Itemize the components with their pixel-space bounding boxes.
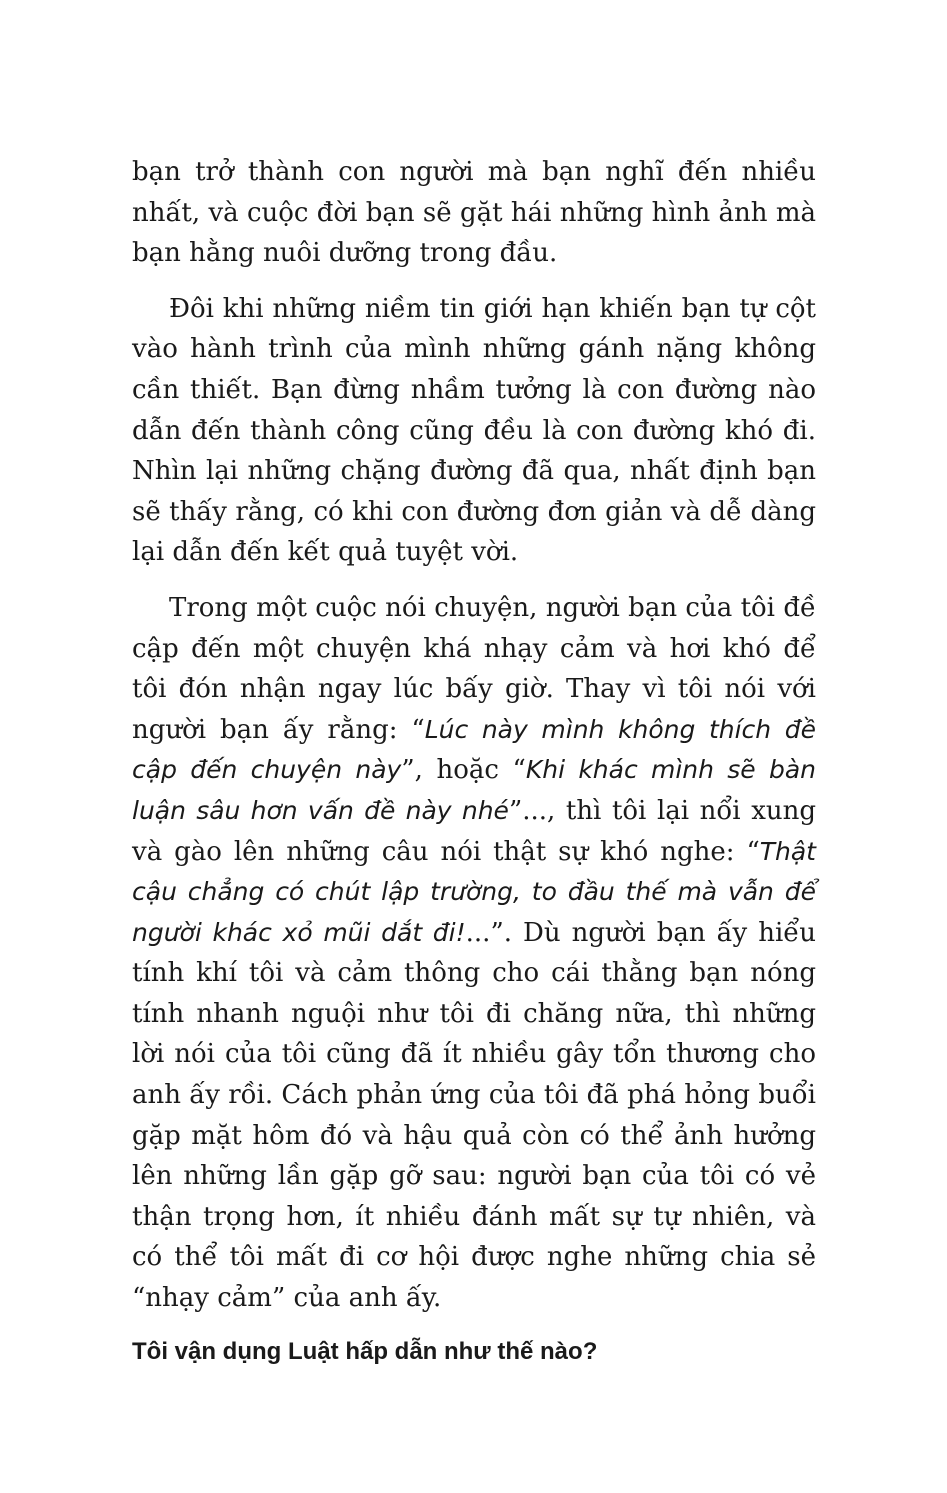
section-heading: Tôi vận dụng Luật hấp dẫn như thế nào? [132,1338,598,1365]
paragraph-3-text-2: ”, hoặc “ [401,755,526,786]
paragraph-3 [132,588,816,1319]
paragraph-3-text-1: Trong một cuộc nói chuyện, người bạn của tôi đề cập đến một chuyện khá nhạy cảm và hơi khó để tôi đón nhận ngay lúc bấy giờ. Thay vì tôi nói với người bạn ấy rằng: “ [132,592,816,745]
paragraph-3-text-3: ”..., thì tôi lại nổi xung và gào lên những câu nói thật sự khó nghe: “ [132,795,816,867]
quote-3: Thật cậu chẳng có chút lập trường, to đầu thế mà vẫn để người khác xỏ mũi dắt đi! [132,836,816,947]
quote-2: Khi khác mình sẽ bàn luận sâu hơn vấn đề này nhé [132,755,816,825]
paragraph-3-text-4: ...”. Dù người bạn ấy hiểu tính khí tôi và cảm thông cho cái thằng bạn nóng tính nhanh nguội như tôi đi chăng nữa, thì những lời nói của tôi cũng đã ít nhiều gây tổn thương cho anh ấy rồi. Cách phản ứng của tôi đã phá hỏng buổi gặp mặt hôm đó và hậu quả còn có thể ảnh hưởng lên những lần gặp gỡ sau: người bạn của tôi có vẻ thận trọng hơn, ít nhiều đánh mất sự tự nhiên, và có thể tôi mất đi cơ hội được nghe những chia sẻ “nhạy cảm” của anh ấy. [132,917,817,1314]
paragraph-2: Đôi khi những niềm tin giới hạn khiến bạn tự cột vào hành trình của mình những gánh nặng không cần thiết. Bạn đừng nhầm tưởng là con đường nào dẫn đến thành công cũng đều là con đường khó đi. Nhìn lại những chặng đường đã qua, nhất định bạn sẽ thấy rằng, có khi con đường đơn giản và dễ dàng lại dẫn đến kết quả tuyệt vời. [132,293,816,568]
quote-1: Lúc này mình không thích đề cập đến chuyện này [132,714,816,785]
page-body [132,152,816,1334]
paragraph-1: bạn trở thành con người mà bạn nghĩ đến nhiều nhất, và cuộc đời bạn sẽ gặt hái những hình ảnh mà bạn hằng nuôi dưỡng trong đầu. [132,157,816,269]
